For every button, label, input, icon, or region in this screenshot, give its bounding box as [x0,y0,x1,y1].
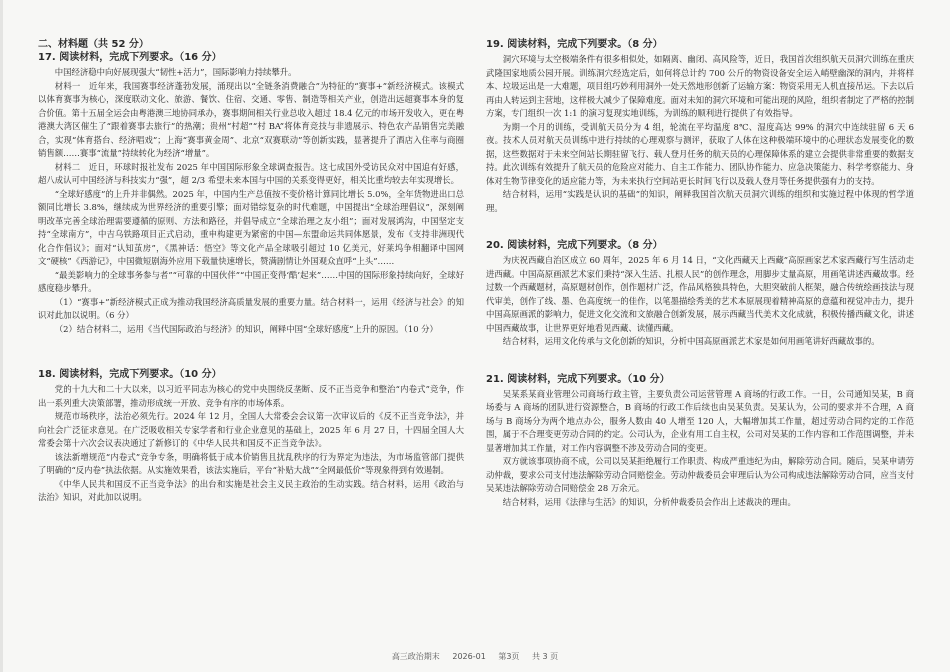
q17-material-2a: 材料二 近日，环球时报社发布 2025 年中国国际形象全球调查报告。这七成国外受访民众对中国追有好感，超八成认可中国经济与科技实力“强”，超 2/3 希望未来本国与中国的关系变得更好，相关比重均较去年实现增长。 [38,161,464,185]
q19-para-3: 结合材料，运用“实践是认识的基础”的知识，阐释我国首次航天员洞穴训练的组织和实施过程中体现的哲学道理。 [486,189,914,213]
q21-para-3: 结合材料，运用《法律与生活》的知识，分析仲裁委员会作出上述裁决的理由。 [502,496,796,507]
q17-material-1: 材料一 近年来，我国赛事经济蓬勃发展，涌现出以“全链条消费融合”为特征的“赛事+”新经济模式。该模式以体育赛事为核心，深度联动文化、旅游、餐饮、住宿、交通、零售、制造等相关产业，创造出远超赛事本身的复合价值。第十五届全运会由粤港澳三地协同承办，赛事期间相关行业总收入超过 18.4 亿元的市场开发收入，更在粤港澳大湾区催生了“跟着赛事去旅行”的热潮；贵州“村超”“村 BA”将体育竞技与非遗展示、特色农产品销售完美融合，实现“体育搭台、经济唱戏”；上海“赛事黄金周”、北京“双赛联动”等创新实践，显著提升了酒店入住率与商圈销售额……赛事“流量”持续转化为经济“增量”。 [38,80,464,158]
footer-date: 2026-01 [452,652,486,661]
q17-requirement-1: （1）“赛事+”新经济模式正成为推动我国经济高质量发展的重要力量。结合材料一，运用《经济与社会》的知识对此加以说明。（6 分） [38,296,464,320]
q20-para-2: 结合材料，运用文化传承与文化创新的知识，分析中国高原画派艺术家是如何用画笔讲好西藏故事的。 [502,336,880,346]
footer-total: 共 3 页 [531,652,559,661]
right-column [486,38,914,509]
q17-material-2b: “全球好感度”的上升并非偶然。2025 年，中国内生产总值按不变价格计算同比增长 5.0%，全年货物进出口总额同比增长 3.8%，继续成为世界经济的重要引擎；面对错综复杂的时代难题，中国提出“全球治理倡议”，深刻阐明改革完善全球治理需要遵循的原则、方法和路径，并倡导成立“全球治理之友小组”；面对发展鸿沟，中国坚定支持“全球南方”，中吉乌铁路项目正式启动，重申构建更为紧密的中国—东盟命运共同体愿景，发布《支持非洲现代化合作倡议》；面对“认知茧房”，《黑神话：悟空》等文化产品全球吸引超过 10 亿美元，好莱坞争相翻译中国网文“硬核”《西游记》，中国微短剧海外应用下载量快速增长，赞满剧情让外国观众直呼“上头”…… [38,188,464,266]
q21-heading: 21. 阅读材料，完成下列要求。（10 分） [486,373,670,385]
q19-para-2: 为期一个月的训练，受训航天员分为 4 组，轮流在平均温度 8℃、湿度高达 99% 的洞穴中连续驻留 6 天 6 夜。技术人员对航天员训练中进行持续的心理观察与测评，获取了人体在这种极端环境中的心理状态发展变化的数据，这些数据对于未来空间站长期驻留飞行、载人登月任务的航天员的心理保障体系的建立会提供非常重要的数据支持。此次训练有效提升了航天员的危险应对能力、自主工作能力、团队协作能力、应急决策能力、科学考察能力、身体对生物节律变化的适应能力等，为未来执行空间站更长时间飞行以及载人登月等任务提供强有力的支持。 [486,121,914,186]
question-19 [486,38,914,215]
q18-para-1: 党的十九大和二十大以来，以习近平同志为核心的党中央围绕反垄断、反不正当竞争和整治“内卷式”竞争，作出一系列重大决策部署，推动形成统一开放、竞争有序的市场体系。 [38,384,464,408]
question-17 [38,51,464,336]
footer-subject: 高三政治期末 [391,652,440,661]
question-21 [486,373,914,510]
q17-requirement-2: （2）结合材料二，运用《当代国际政治与经济》的知识，阐释中国“全球好感度”上升的原因。（10 分） [54,323,438,334]
q19-heading: 19. 阅读材料，完成下列要求。（8 分） [486,39,663,50]
q17-heading: 17. 阅读材料，完成下列要求。（16 分） [38,52,222,63]
q21-para-1: 吴某系某商业管理公司商场行政主管，主要负责公司运营管理 A 商场的行政工作。一日，公司通知吴某，B 商场委与 A 商场的团队进行资源整合，B 商场的行政工作后续也由吴某负责。吴某认为，公司的要求并不合理，A 商场与 B 商场分为两个地点办公，服务人数由 40 人增至 120 人，大幅增加其工作量，超过劳动合同约定的工作范围，属于不合理变更劳动合同的约定。公司认为，企业有用工自主权，公司对吴某的工作内容和工作范围调整，并未显著增加其工作量，对工作内容调整不涉及劳动合同的变更。 [486,388,914,453]
q19-para-1: 洞穴环境与太空极端条件有很多相似处，如隔离、幽闭、高风险等，近日，我国首次组织航天员洞穴训练在重庆武隆国家地质公园开展。训练洞穴经选定后，如何将总计约 700 公斤的物资设备安全运入峭壁幽深的洞内，并将样本、垃圾运出是一大难题，项目组巧妙利用洞外一处天然地形创新了运输方案：物资采用无人机直接吊运。下去以后再由人转运到主营地，这样极大减少了保障难度。面对未知的洞穴环境和可能出现的风险，组织者制定了严格的控制方案，专门组织一次 1:1 的演习复现实地训练，为训练的顺利进行提供了有效指导。 [486,54,914,118]
q18-para-4: 《中华人民共和国反不正当竞争法》的出台和实施是社会主义民主政治的生动实践。结合材料，运用《政治与法治》知识，对此加以说明。 [38,478,464,502]
footer-page: 第3页 [498,652,520,661]
section-title: 二、材料题（共 52 分） [38,39,149,50]
q20-para-1: 为庆祝西藏自治区成立 60 周年，2025 年 6 月 14 日，“文化西藏天上西藏”高原画家艺术家西藏行写生活动走进西藏。中国高原画派艺术家们秉持“深入生活、扎根人民”的创作理念，用脚步丈量高原，用画笔讲述西藏故事。经过数一个西藏题材，高原题材创作，创作题材广泛，作品风格独具特色，大胆突破前人框架，融合传统绘画技法与现代审美，创作了线、墨、色高度统一的佳作，以笔墨描绘秀美的艺术本原展现着精神高原的意蕴和视觉冲击力，提升中国高原画派的影响力，促进文化交流和文旅融合创新发展，展示西藏当代美术文化成就，积极传播西藏文化，讲述中国西藏故事，让世界更好地看见西藏、读懂西藏。 [486,255,914,333]
q17-material-2c: “最美影响力的全球事务参与者”“可靠的中国伙伴”“中国正变得‘酷’起来”……中国的国际形象持续向好，全球好感度稳步攀升。 [38,269,464,293]
left-column [38,38,464,505]
q21-para-2: 双方就该事项协商不成，公司以吴某拒绝履行工作职责、构成严重违纪为由，解除劳动合同。随后，吴某申请劳动仲裁，要求公司支付违法解除劳动合同赔偿金。劳动仲裁委员会审理后认为公司构成违法解除劳动合同，应当支付吴某违法解除劳动合同赔偿金 28 万余元。 [486,456,914,493]
q18-heading: 18. 阅读材料，完成下列要求。（10 分） [38,369,222,380]
question-18 [38,368,464,505]
q18-para-2: 规范市场秩序，法治必须先行。2024 年 12 月，全国人大常委会会议第一次审议后的《反不正当竞争法》，并向社会广泛征求意见。在广泛吸收相关专家学者和行业企业意见的基础上，2025 年 6 月 27 日，十四届全国人大常委会第十六次会议表决通过了新修订的《中华人民共和国反不正当竞争法》。 [38,411,464,448]
scan-edge [0,0,3,672]
question-20 [486,239,914,349]
q20-heading: 20. 阅读材料，完成下列要求。（8 分） [486,240,663,251]
q17-intro: 中国经济稳中向好展现强大“韧性+活力”，国际影响力持续攀升。 [54,67,297,77]
page-footer [0,651,950,662]
q18-para-3: 该法新增规范“内卷式”竞争专条，明确将低于成本价销售且扰乱秩序的行为界定为违法，为市场监管部门提供了明确的“反内卷”执法依据。从实施效果看，该法实施后，平台“补贴大战”“全网最低价”等现象得到有效遏制。 [38,451,464,475]
